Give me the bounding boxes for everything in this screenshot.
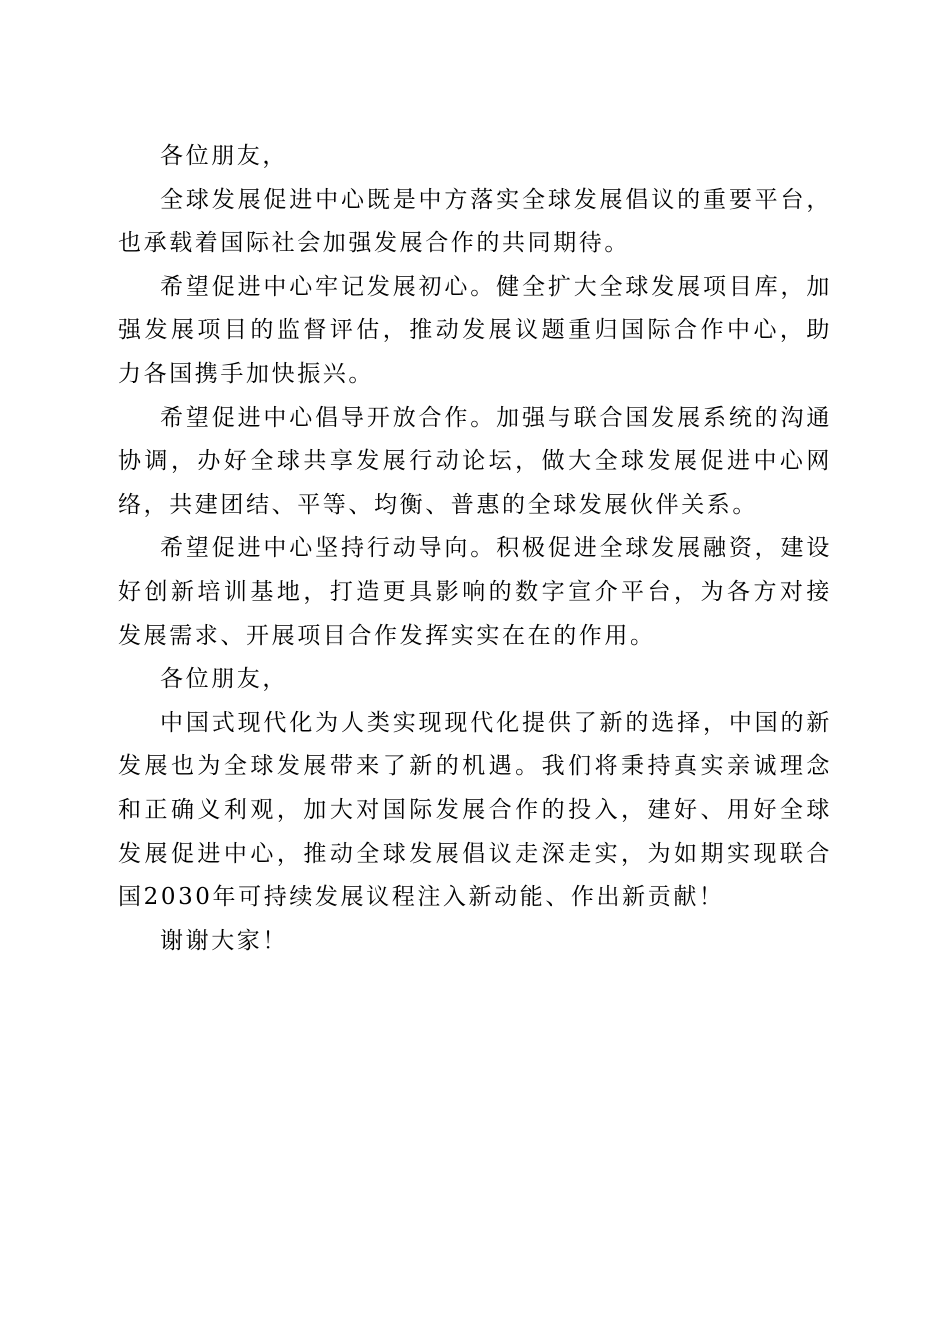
paragraph-greeting-2: 各位朋友，	[160, 666, 288, 693]
paragraph-hope-3: 希望促进中心坚持行动导向。积极促进全球发展融资，建设好创新培训基地，打造更具影响的数字宣介平台，为各方对接发展需求、开展项目合作发挥实实在在的作用。	[118, 535, 832, 649]
paragraph-intro: 全球发展促进中心既是中方落实全球发展倡议的重要平台，也承载着国际社会加强发展合作的共同期待。	[118, 186, 832, 257]
paragraph-hope-2: 希望促进中心倡导开放合作。加强与联合国发展系统的沟通协调，办好全球共享发展行动论坛，做大全球发展促进中心网络，共建团结、平等、均衡、普惠的全球发展伙伴关系。	[118, 404, 832, 518]
paragraph-greeting: 各位朋友，	[160, 143, 288, 169]
document-body	[118, 135, 832, 963]
paragraph-conclusion: 中国式现代化为人类实现现代化提供了新的选择，中国的新发展也为全球发展带来了新的机遇。我们将秉持真实亲诚理念和正确义利观，加大对国际发展合作的投入，建好、用好全球发展促进中心，推动全球发展倡议走深走实，为如期实现联合国2030年可持续发展议程注入新动能、作出新贡献！	[118, 709, 832, 911]
paragraph-thanks: 谢谢大家！	[160, 927, 288, 954]
paragraph-hope-1: 希望促进中心牢记发展初心。健全扩大全球发展项目库，加强发展项目的监督评估，推动发展议题重归国际合作中心，助力各国携手加快振兴。	[118, 273, 832, 387]
